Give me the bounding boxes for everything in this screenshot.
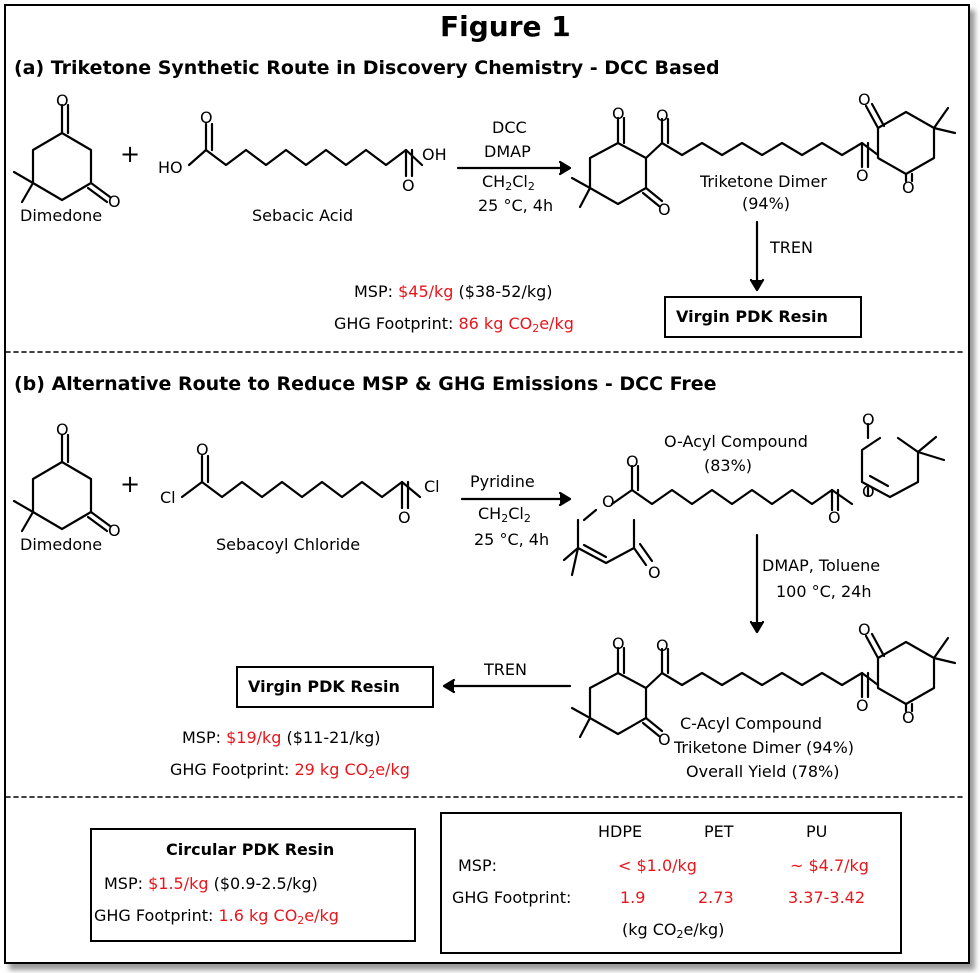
msp-value-a: $45/kg — [398, 282, 454, 301]
plus-sign-b: + — [120, 470, 141, 498]
product-line-b-1: Triketone Dimer (94%) — [674, 738, 855, 757]
dimedone-o-right-a: O — [108, 192, 121, 211]
comparison-msp-pu: ~ $4.7/kg — [790, 856, 869, 875]
chloride-cl-left: Cl — [160, 488, 176, 507]
dimer-a-o2: O — [656, 106, 669, 125]
comparison-unit: (kg $CO_2e/kg$) — [622, 920, 725, 941]
circular-title: Circular PDK Resin — [166, 840, 335, 859]
comparison-msp-hdpe: < $1.0/kg — [618, 856, 697, 875]
figure-title: Figure 1 — [440, 10, 571, 43]
chloride-o-left: O — [196, 440, 209, 459]
msp-label-a: MSP: — [354, 282, 393, 301]
resin-box-a — [664, 296, 862, 338]
section-b-title: (b) Alternative Route to Reduce MSP & GHG Emissions - DCC Free — [14, 373, 717, 395]
oacyl-o2: O — [602, 492, 615, 511]
comparison-header-pet: PET — [704, 822, 734, 841]
plus-sign-a: + — [120, 140, 141, 168]
intermediate-label: O-Acyl Compound — [664, 432, 808, 451]
oacyl-o6: O — [648, 563, 661, 582]
resin-label-b: Virgin PDK Resin — [248, 677, 400, 696]
dimer-b-o5: O — [858, 620, 871, 639]
oacyl-o4: O — [862, 482, 875, 501]
reactant1-label-a: Dimedone — [20, 206, 103, 225]
comparison-ghg-label: GHG Footprint: — [452, 888, 572, 907]
ghg-value-a: 86 kg $CO_2e/kg$ — [458, 314, 574, 335]
condition-a-2: $CH_2Cl_2$ — [482, 172, 535, 193]
section-a-title: (a) Triketone Synthetic Route in Discovery Chemistry - DCC Based — [14, 57, 720, 79]
msp-value-b: $19/kg — [226, 728, 282, 747]
acid-oh-label: OH — [422, 145, 447, 164]
condition-b-2: 25 °C, 4h — [474, 530, 550, 549]
condition-a-1: DMAP — [484, 142, 531, 161]
reactant1-label-b: Dimedone — [20, 535, 103, 554]
dimer-b-o4: O — [856, 696, 869, 715]
condition-a-0: DCC — [492, 118, 527, 137]
dimedone-o-top-b: O — [56, 420, 69, 439]
rearr-condition-1: 100 °C, 24h — [776, 582, 872, 601]
dimer-b-o6: O — [902, 708, 915, 727]
rearr-condition-0: DMAP, Toluene — [762, 556, 881, 575]
circular-msp-line — [104, 874, 318, 894]
reactant2-label-b: Sebacoyl Chloride — [216, 535, 361, 554]
tren-label-b: TREN — [484, 660, 527, 679]
product-yield-a: (94%) — [742, 194, 791, 213]
circular-ghg-label: GHG Footprint: — [94, 906, 214, 925]
chloride-o-right: O — [398, 508, 411, 527]
condition-b-0: Pyridine — [470, 472, 535, 491]
ghg-label-b: GHG Footprint: — [170, 760, 290, 779]
dimedone-structure-b — [14, 435, 110, 531]
acid-ho-label: HO — [158, 158, 183, 177]
msp-line-b — [182, 728, 381, 748]
msp-label-b: MSP: — [182, 728, 221, 747]
ghg-line-a — [334, 314, 574, 334]
circular-msp-range: ($0.9-2.5/kg) — [213, 874, 318, 893]
comparison-header-hdpe: HDPE — [598, 822, 643, 841]
resin-box-b — [236, 666, 434, 708]
dimedone-o-right-b: O — [108, 521, 121, 540]
dimedone-structure-a — [14, 105, 110, 202]
acid-o-right: O — [402, 176, 415, 195]
comparison-box — [440, 812, 902, 954]
product-line-b-0: C-Acyl Compound — [680, 714, 822, 733]
product-line-b-2: Overall Yield (78%) — [686, 762, 840, 781]
oacyl-o1: O — [626, 452, 639, 471]
circular-ghg-value: 1.6 kg $CO_2e/kg$ — [218, 906, 339, 927]
tren-label-a: TREN — [770, 238, 813, 257]
acid-o-left: O — [200, 108, 213, 127]
ghg-value-b: 29 kg $CO_2e/kg$ — [294, 760, 410, 781]
ghg-label-a: GHG Footprint: — [334, 314, 454, 333]
dimer-a-o4: O — [856, 166, 869, 185]
condition-a-3: 25 °C, 4h — [478, 196, 554, 215]
msp-line-a — [354, 282, 553, 302]
circular-resin-box — [90, 828, 416, 942]
sebacic-acid-structure — [189, 124, 422, 176]
chloride-cl-right: Cl — [424, 477, 440, 496]
dimedone-o-top-a: O — [56, 91, 69, 110]
circular-msp-label: MSP: — [104, 874, 143, 893]
reactant2-label-a: Sebacic Acid — [252, 206, 354, 225]
sebacoyl-chloride-structure — [182, 456, 420, 508]
circular-msp-value: $1.5/kg — [148, 874, 209, 893]
oacyl-o3: O — [828, 508, 841, 527]
condition-b-1: $CH_2Cl_2$ — [478, 504, 531, 525]
product-label-a: Triketone Dimer — [700, 172, 827, 191]
msp-range-a: ($38-52/kg) — [458, 282, 553, 301]
dimer-b-o1: O — [612, 634, 625, 653]
circular-ghg-line — [94, 906, 339, 926]
comparison-ghg-pet: 2.73 — [698, 888, 734, 907]
comparison-msp-label: MSP: — [458, 856, 497, 875]
oacyl-o5: O — [862, 410, 875, 429]
dimer-b-o3: O — [658, 730, 671, 749]
dimer-a-o6: O — [902, 178, 915, 197]
msp-range-b: ($11-21/kg) — [286, 728, 381, 747]
dimer-a-o1: O — [612, 104, 625, 123]
dimer-b-o2: O — [656, 636, 669, 655]
resin-label-a: Virgin PDK Resin — [676, 307, 828, 326]
ghg-line-b — [170, 760, 410, 780]
dimer-a-o3: O — [658, 200, 671, 219]
intermediate-yield: (83%) — [704, 456, 753, 475]
comparison-ghg-pu: 3.37-3.42 — [788, 888, 866, 907]
comparison-ghg-hdpe: 1.9 — [620, 888, 646, 907]
comparison-header-pu: PU — [806, 822, 828, 841]
dimer-a-o5: O — [858, 90, 871, 109]
